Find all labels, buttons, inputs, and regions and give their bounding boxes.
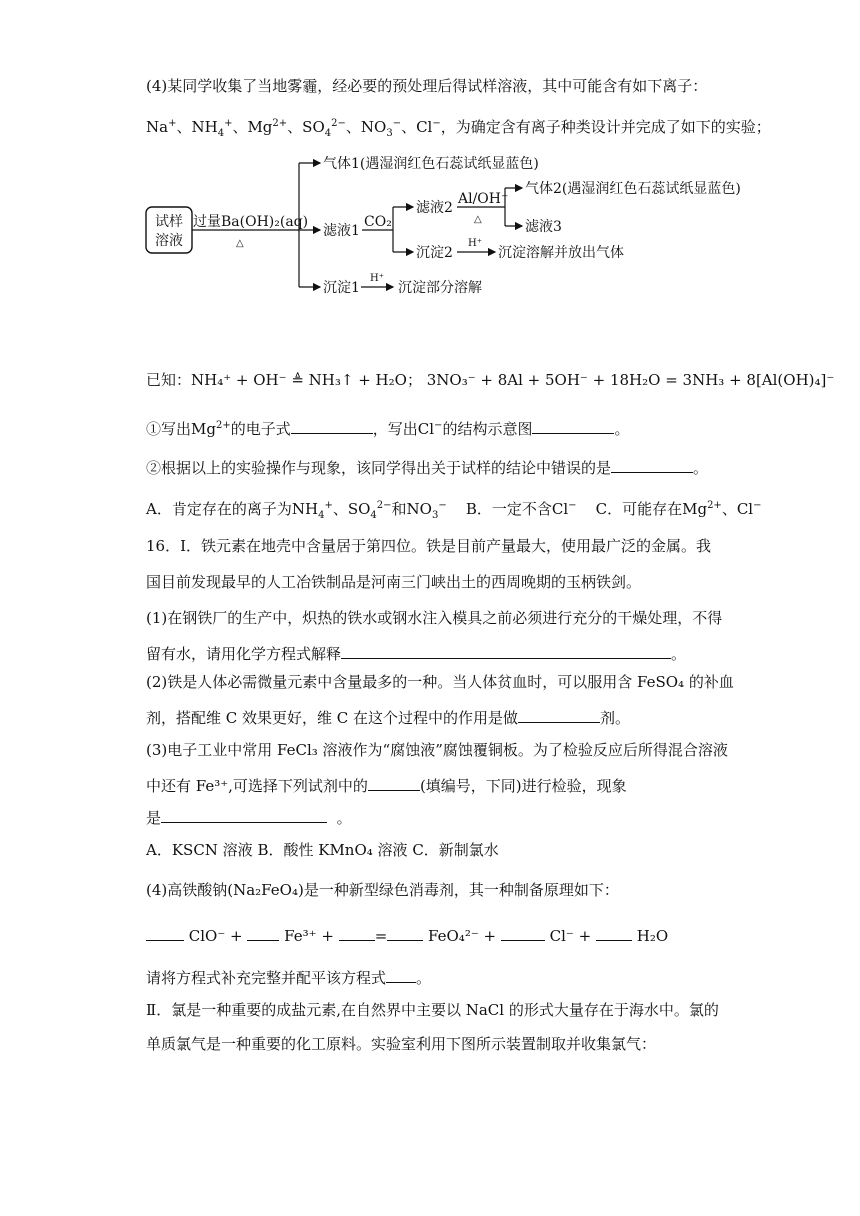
q16-p3-text-c: 是 — [146, 809, 162, 827]
q4-sub2-end: 。 — [693, 459, 709, 477]
q16-p2-text: 剂，搭配维 C 效果更好，维 C 在这个过程中的作用是做 — [146, 709, 519, 727]
q4-sub1-text-d: 的结构示意图 — [442, 420, 533, 438]
q16-ii-line1: Ⅱ．氯是一种重要的成盐元素,在自然界中主要以 NaCl 的形式大量存在于海水中。氯的 — [146, 1001, 719, 1019]
q16-p3-line1: (3)电子工业中常用 FeCl₃ 溶液作为“腐蚀液”腐蚀覆铜板。为了检验反应后所得混合溶液 — [146, 741, 728, 759]
answer-blank[interactable] — [518, 706, 600, 723]
precip2-result: 沉淀溶解并放出气体 — [498, 245, 624, 261]
equation-1: NH₄⁺ + OH⁻ ≜ NH₃↑ + H₂O； — [191, 371, 422, 389]
answer-blank[interactable] — [341, 642, 671, 659]
q16-p4-text-c: 是一种新型绿色消毒剂，其一种制备原理如下： — [303, 881, 619, 899]
equation-2: 3NO₃⁻ + 8Al + 5OH⁻ + 18H₂O = 3NH₃ + 8[Al(OH)₄]⁻ — [426, 371, 835, 389]
eq-fe3: Fe³⁺ + — [284, 927, 334, 945]
q4-sub2-text: ②根据以上的实验操作与现象，该同学得出关于试样的结论中错误的是 — [146, 459, 612, 477]
answer-blank[interactable] — [161, 806, 327, 823]
q16-p3-line3 — [146, 806, 352, 828]
precip1-label: 沉淀1 — [323, 280, 360, 296]
q16-p4-line1 — [146, 880, 619, 900]
q16-intro-1: 16．Ⅰ．铁元素在地壳中含量居于第四位。铁是目前产量最大，使用最广泛的金属。我 — [146, 537, 712, 555]
q16-p2-end: 剂。 — [600, 709, 631, 727]
q4-intro: (4)某同学收集了当地雾霾，经必要的预处理后得试样溶液，其中可能含有如下离子： — [146, 77, 708, 95]
answer-blank[interactable] — [386, 966, 416, 983]
experiment-flowchart — [0, 0, 860, 320]
coefficient-blank[interactable] — [146, 924, 184, 941]
option-b: B．一定不含 — [465, 500, 552, 518]
reagent-baoh2: 过量Ba(OH)₂(aq) — [193, 214, 309, 230]
coefficient-blank[interactable] — [247, 924, 279, 941]
answer-blank[interactable] — [611, 456, 693, 473]
q16-p4-formula: (Na₂FeO₄) — [227, 881, 304, 899]
q16-p3-text-b: (填编号，下同)进行检验，现象 — [419, 777, 627, 795]
co2-label: CO₂ — [364, 214, 392, 230]
coefficient-blank[interactable] — [501, 924, 545, 941]
eq-feo4: FeO₄²⁻ + — [428, 927, 497, 945]
gas1-label: 气体1(遇湿润红色石蕊试纸显蓝色) — [323, 156, 539, 172]
filtrate1-label: 滤液1 — [323, 223, 360, 239]
heat-symbol-1: △ — [236, 238, 244, 249]
eq-cl: Cl⁻ + — [549, 927, 592, 945]
q4-sub1-text-b: 的电子式 — [230, 420, 291, 438]
known-equations — [146, 370, 834, 390]
coefficient-blank[interactable] — [339, 924, 375, 941]
q4-ions-tail: ，为确定含有离子种类设计并完成了如下的实验； — [440, 118, 771, 136]
answer-blank[interactable] — [291, 417, 373, 434]
q4-options: A．肯定存在的离子为$NH_4^+$、$SO_4^{2-}$和$NO_3^-$ B．一定不含Cl− C．可能存在$Mg^{2+}$、Cl− — [146, 500, 762, 521]
al-oh-label: Al/OH⁻ — [458, 191, 509, 207]
q4-sub1-text-a: ①写出 — [146, 420, 192, 438]
q16-p3-options: A．KSCN 溶液 B．酸性 KMnO₄ 溶液 C．新制氯水 — [146, 841, 499, 859]
h-plus-label-2: H⁺ — [468, 238, 482, 249]
eq-equals: = — [374, 927, 388, 945]
q16-p2-line2 — [146, 706, 630, 728]
q16-ii-line2: 单质氯气是一种重要的化工原料。实验室利用下图所示装置制取并收集氯气： — [146, 1035, 657, 1053]
option-a: A．肯定存在的离子为 — [146, 500, 292, 518]
coefficient-blank[interactable] — [596, 924, 632, 941]
h-plus-label-1: H⁺ — [370, 273, 384, 284]
q16-p4-text-a: (4)高铁酸钠 — [146, 881, 228, 899]
q4-sub1: ①写出$Mg^{2+}$的电子式 ，写出Cl−的结构示意图 。 — [146, 416, 629, 439]
q4-sub2 — [146, 456, 708, 478]
q16-p2-line1: (2)铁是人体必需微量元素中含量最多的一种。当人体贫血时，可以服用含 FeSO₄ 的补血 — [146, 673, 734, 691]
option-a-and: 和 — [391, 500, 407, 518]
q16-p1-line2 — [146, 642, 686, 664]
heat-symbol-2: △ — [474, 214, 482, 225]
q16-p3-text-a: 中还有 Fe³⁺,可选择下列试剂中的 — [146, 777, 368, 795]
q16-p1-end: 。 — [671, 645, 687, 663]
q16-p4-end: 。 — [416, 969, 432, 987]
q4-sub1-text-e: 。 — [614, 420, 630, 438]
q16-intro-2: 国目前发现最早的人工冶铁制品是河南三门峡出土的西周晚期的玉柄铁剑。 — [146, 573, 642, 591]
filtrate3-label: 滤液3 — [525, 219, 562, 235]
q16-p4-text-d: 请将方程式补充完整并配平该方程式 — [146, 969, 387, 987]
q4-ion-list: Na+、$NH_4^+$、$Mg^{2+}$、$SO_4^{2-}$、$NO_3^-$、Cl−，为确定含有离子种类设计并完成了如下的实验； — [146, 118, 771, 139]
eq-clo: ClO⁻ + — [188, 927, 243, 945]
q16-p1-line1: (1)在钢铁厂的生产中，炽热的铁水或钢水注入模具之前必须进行充分的干燥处理，不得 — [146, 609, 723, 627]
option-c: C．可能存在 — [595, 500, 683, 518]
sample-label-1: 试样 — [155, 214, 183, 230]
q16-p3-line2 — [146, 774, 627, 796]
gas2-label: 气体2(遇湿润红色石蕊试纸显蓝色) — [525, 181, 741, 197]
known-label: 已知： — [146, 371, 192, 389]
precip1-result: 沉淀部分溶解 — [398, 280, 482, 296]
answer-blank[interactable] — [532, 417, 614, 434]
eq-h2o: H₂O — [636, 927, 669, 945]
q16-p4-line3 — [146, 966, 431, 988]
precip2-label: 沉淀2 — [416, 245, 453, 261]
sample-label-2: 溶液 — [155, 233, 183, 249]
q16-p1-text: 留有水，请用化学方程式解释 — [146, 645, 342, 663]
q16-p3-end: 。 — [336, 809, 352, 827]
filtrate2-label: 滤液2 — [416, 200, 453, 216]
answer-blank[interactable] — [368, 774, 420, 791]
coefficient-blank[interactable] — [387, 924, 423, 941]
q16-p4-equation — [146, 924, 668, 946]
q4-sub1-text-c: ，写出 — [372, 420, 418, 438]
